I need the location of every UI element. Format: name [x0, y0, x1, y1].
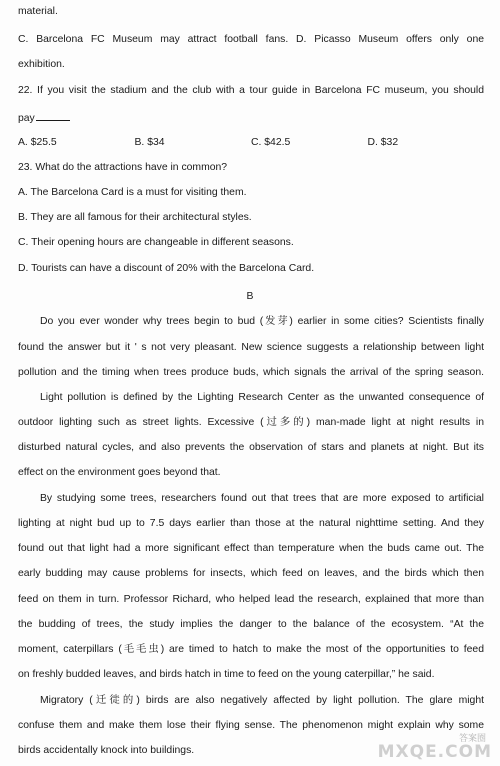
answer-blank [36, 110, 70, 121]
paragraph-3-line: found out that light had a more significant effect than temperature when the buds came out. The [18, 543, 484, 554]
paragraph-3-line: By studying some trees, researchers found out that trees that are more exposed to artificial [40, 493, 484, 504]
option-a: A. $25.5 [18, 137, 57, 148]
paragraph-3-line: lighting at night bud up to 7.5 days earlier than those at the natural nighttime setting. And they [18, 518, 484, 529]
paragraph-1-line: Do you ever wonder why trees begin to bud (发芽) earlier in some cities? Scientists finally [40, 316, 484, 327]
text-line: exhibition. [18, 59, 65, 70]
question-22: 22. If you visit the stadium and the club with a tour guide in Barcelona FC museum, you should [18, 85, 484, 96]
paragraph-2-line: Light pollution is defined by the Lighting Research Center as the unwanted consequence of [40, 392, 484, 403]
question-23: 23. What do the attractions have in common? [18, 162, 228, 173]
option-c: C. $42.5 [251, 137, 291, 148]
option-b: B. $34 [134, 137, 165, 148]
option-b: B. They are all famous for their architectural styles. [18, 212, 252, 223]
watermark-logo-text: 答案圈 [458, 733, 486, 743]
paragraph-2-line: outdoor lighting such as street lights. Excessive (过多的) man-made light at night results in [18, 417, 484, 428]
paragraph-3-line: feed on them in turn. Professor Richard, who helped lead the research, explained that more than [18, 594, 484, 605]
option-d: D. Tourists can have a discount of 20% with the Barcelona Card. [18, 263, 315, 274]
paragraph-2-line: effect on the environment goes beyond that. [18, 467, 221, 478]
q22-options [18, 136, 484, 150]
paragraph-1-line: found the answer but it ' s not very pleasant. New science suggests a relationship between light [18, 342, 484, 353]
watermark: MXQE.COM [377, 742, 492, 762]
paragraph-4-line: confuse them and make them lose their flying sense. The phenomenon might explain why some [18, 720, 484, 731]
section-heading: B [246, 291, 254, 302]
text-fragment: pay [18, 113, 35, 124]
paragraph-3-line: early budding may cause problems for insects, which feed on leaves, and the birds which then [18, 568, 484, 579]
paragraph-1-line: pollution and the timing when trees produce buds, which signals the arrival of the spring season. [18, 367, 484, 378]
paragraph-3-line: the budding of trees, the study implies the danger to the balance of the ecosystem. “At the [18, 619, 484, 630]
paragraph-2-line: disturbed natural cycles, and also prevents the observation of stars and planets at night. But its [18, 442, 484, 453]
paragraph-3-line: on freshly budded leaves, and birds hatch in time to feed on the young caterpillar,” he said. [18, 669, 435, 680]
question-22-continued [18, 110, 484, 126]
option-c: C. Their opening hours are changeable in different seasons. [18, 237, 294, 248]
option-line: C. Barcelona FC Museum may attract football fans. D. Picasso Museum offers only one [18, 34, 484, 45]
option-a: A. The Barcelona Card is a must for visiting them. [18, 187, 247, 198]
paragraph-4-line: Migratory (迁徙的) birds are also negatively affected by light pollution. The glare might [40, 695, 484, 706]
paragraph-4-line: birds accidentally knock into buildings. [18, 745, 195, 756]
text-line: material. [18, 6, 58, 17]
option-d: D. $32 [367, 137, 399, 148]
paragraph-3-line: moment, caterpillars (毛毛虫) are timed to hatch to make the most of the opportunities to feed [18, 644, 484, 655]
